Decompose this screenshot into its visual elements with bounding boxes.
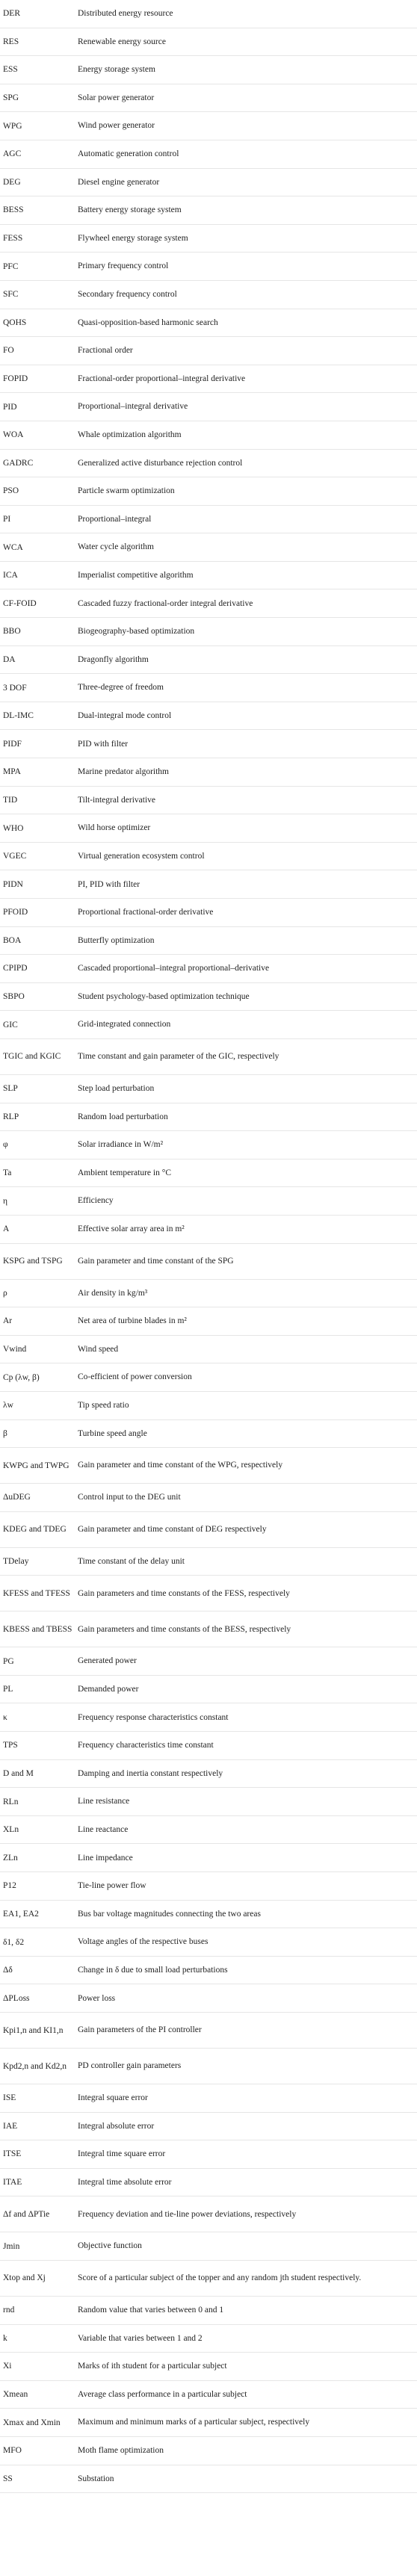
abbreviation: BOA xyxy=(3,935,22,945)
definition: Wild horse optimizer xyxy=(78,823,151,833)
nomenclature-row xyxy=(0,1647,417,1676)
nomenclature-row xyxy=(0,393,417,421)
nomenclature-row xyxy=(0,56,417,84)
nomenclature-row xyxy=(0,112,417,140)
definition: Particle swarm optimization xyxy=(78,486,175,496)
abbreviation: PID xyxy=(3,402,17,412)
nomenclature-row xyxy=(0,562,417,590)
definition: Distributed energy resource xyxy=(78,9,173,19)
definition: Turbine speed angle xyxy=(78,1428,147,1438)
abbreviation: ESS xyxy=(3,65,18,75)
abbreviation: WOA xyxy=(3,430,24,440)
abbreviation: GIC xyxy=(3,1020,18,1030)
abbreviation: SS xyxy=(3,2474,13,2483)
abbreviation: ΔuDEG xyxy=(3,1493,31,1502)
nomenclature-row xyxy=(0,2297,417,2325)
nomenclature-row xyxy=(0,843,417,871)
abbreviation: SLP xyxy=(3,1084,18,1094)
abbreviation: QOHS xyxy=(3,318,27,327)
definition: Efficiency xyxy=(78,1196,114,1206)
nomenclature-row xyxy=(0,309,417,338)
abbreviation: KSPG and TSPG xyxy=(3,1257,63,1266)
definition: Wind speed xyxy=(78,1344,119,1354)
definition: Frequency response characteristics constant xyxy=(78,1712,229,1722)
abbreviation: WHO xyxy=(3,823,24,833)
definition: PI, PID with filter xyxy=(78,879,140,889)
definition: Imperialist competitive algorithm xyxy=(78,570,194,580)
definition: Fractional order xyxy=(78,346,133,356)
nomenclature-row xyxy=(0,1244,417,1280)
nomenclature-row xyxy=(0,0,417,28)
definition: Cascaded fuzzy fractional-order integral derivative xyxy=(78,598,253,608)
nomenclature-row xyxy=(0,533,417,562)
abbreviation: DEG xyxy=(3,177,21,187)
nomenclature-row xyxy=(0,1039,417,1075)
nomenclature-row xyxy=(0,1075,417,1103)
abbreviation: Jmin xyxy=(3,2241,20,2251)
nomenclature-row xyxy=(0,983,417,1012)
definition: Air density in kg/m³ xyxy=(78,1288,148,1298)
abbreviation: BESS xyxy=(3,205,24,215)
nomenclature-row xyxy=(0,2437,417,2465)
abbreviation: Δδ xyxy=(3,1966,13,1975)
abbreviation: ρ xyxy=(3,1288,7,1298)
nomenclature-row xyxy=(0,1703,417,1732)
definition: Diesel engine generator xyxy=(78,177,160,187)
abbreviation: PFC xyxy=(3,261,19,271)
definition: Butterfly optimization xyxy=(78,935,155,945)
abbreviation: PIDF xyxy=(3,739,22,749)
abbreviation: EA1, EA2 xyxy=(3,1909,39,1919)
nomenclature-row xyxy=(0,1448,417,1484)
definition: Average class performance in a particular subject xyxy=(78,2389,247,2399)
nomenclature-row xyxy=(0,477,417,506)
abbreviation: TID xyxy=(3,795,18,805)
nomenclature-row xyxy=(0,927,417,956)
definition: Line reactance xyxy=(78,1824,129,1834)
abbreviation: ITSE xyxy=(3,2149,22,2159)
definition: Integral time absolute error xyxy=(78,2177,172,2187)
definition: Voltage angles of the respective buses xyxy=(78,1937,208,1947)
abbreviation: ΔPLoss xyxy=(3,1993,30,2003)
nomenclature-row xyxy=(0,1187,417,1216)
abbreviation: TGIC and KGIC xyxy=(3,1052,61,1062)
nomenclature-row xyxy=(0,2409,417,2437)
definition: Grid-integrated connection xyxy=(78,1020,171,1030)
definition: Three-degree of freedom xyxy=(78,683,164,693)
nomenclature-row xyxy=(0,955,417,983)
definition: Damping and inertia constant respectively xyxy=(78,1768,223,1778)
nomenclature-row xyxy=(0,365,417,394)
abbreviation: FOPID xyxy=(3,374,28,384)
definition: Line impedance xyxy=(78,1853,133,1863)
nomenclature-row xyxy=(0,1576,417,1611)
definition: Flywheel energy storage system xyxy=(78,233,188,243)
nomenclature-row xyxy=(0,2232,417,2261)
definition: Co-efficient of power conversion xyxy=(78,1372,192,1382)
nomenclature-row xyxy=(0,702,417,731)
definition: Integral time square error xyxy=(78,2149,166,2159)
nomenclature-row xyxy=(0,1611,417,1647)
abbreviation: VGEC xyxy=(3,852,27,861)
abbreviation: MFO xyxy=(3,2446,22,2456)
abbreviation: β xyxy=(3,1428,7,1438)
abbreviation: RLn xyxy=(3,1797,19,1806)
nomenclature-row xyxy=(0,2013,417,2049)
nomenclature-row xyxy=(0,28,417,57)
abbreviation: PG xyxy=(3,1656,14,1666)
abbreviation: WCA xyxy=(3,542,23,552)
abbreviation: D and M xyxy=(3,1768,34,1778)
nomenclature-row xyxy=(0,1676,417,1704)
abbreviation: rnd xyxy=(3,2306,15,2315)
definition: Time constant of the delay unit xyxy=(78,1556,185,1566)
nomenclature-row xyxy=(0,1732,417,1760)
nomenclature-row xyxy=(0,421,417,450)
abbreviation: SPG xyxy=(3,93,19,103)
nomenclature-row xyxy=(0,1484,417,1512)
abbreviation: PSO xyxy=(3,486,19,496)
definition: Student psychology-based optimization technique xyxy=(78,991,250,1001)
abbreviation: A xyxy=(3,1224,10,1234)
definition: Wind power generator xyxy=(78,121,155,131)
abbreviation: Kpi1,n and KI1,n xyxy=(3,2025,64,2035)
abbreviation: PL xyxy=(3,1685,13,1694)
definition: Battery energy storage system xyxy=(78,205,182,215)
abbreviation: XLn xyxy=(3,1825,19,1835)
abbreviation: BBO xyxy=(3,627,21,637)
abbreviation: AGC xyxy=(3,149,22,159)
abbreviation: RLP xyxy=(3,1112,19,1121)
nomenclature-row xyxy=(0,1844,417,1872)
nomenclature-row xyxy=(0,1131,417,1159)
nomenclature-row xyxy=(0,814,417,843)
abbreviation: k xyxy=(3,2333,7,2343)
definition: Gain parameters and time constants of the FESS, respectively xyxy=(78,1588,290,1598)
nomenclature-row xyxy=(0,450,417,478)
definition: Random value that varies between 0 and 1 xyxy=(78,2306,224,2315)
abbreviation: ICA xyxy=(3,571,18,580)
definition: Variable that varies between 1 and 2 xyxy=(78,2333,203,2343)
abbreviation: CPIPD xyxy=(3,964,28,973)
nomenclature-row xyxy=(0,674,417,702)
definition: Solar power generator xyxy=(78,93,155,102)
nomenclature-row xyxy=(0,169,417,197)
definition: Marine predator algorithm xyxy=(78,767,169,777)
abbreviation: TPS xyxy=(3,1741,18,1750)
definition: Solar irradiance in W/m² xyxy=(78,1140,164,1150)
nomenclature-row xyxy=(0,281,417,309)
nomenclature-row xyxy=(0,787,417,815)
nomenclature-row xyxy=(0,2325,417,2353)
nomenclature-row xyxy=(0,1363,417,1392)
abbreviation: TDelay xyxy=(3,1556,29,1566)
abbreviation: η xyxy=(3,1196,8,1206)
nomenclature-row xyxy=(0,899,417,927)
definition: Automatic generation control xyxy=(78,149,179,159)
abbreviation: GADRC xyxy=(3,458,34,468)
definition: Integral absolute error xyxy=(78,2121,155,2131)
abbreviation: λw xyxy=(3,1401,13,1411)
abbreviation: ITAE xyxy=(3,2178,22,2188)
abbreviation: Ar xyxy=(3,1316,13,1326)
nomenclature-row xyxy=(0,1512,417,1548)
nomenclature-row xyxy=(0,2140,417,2169)
definition: Change in δ due to small load perturbations xyxy=(78,1965,228,1975)
nomenclature-row xyxy=(0,1901,417,1929)
definition: Ambient temperature in °C xyxy=(78,1168,171,1177)
definition: Integral square error xyxy=(78,2093,148,2103)
nomenclature-row xyxy=(0,870,417,899)
abbreviation: DL-IMC xyxy=(3,711,34,721)
nomenclature-row xyxy=(0,1336,417,1364)
nomenclature-row xyxy=(0,1420,417,1449)
definition: Biogeography-based optimization xyxy=(78,627,195,637)
abbreviation: RES xyxy=(3,37,19,46)
definition: Demanded power xyxy=(78,1684,139,1694)
abbreviation: ZLn xyxy=(3,1853,18,1863)
definition: Bus bar voltage magnitudes connecting the two areas xyxy=(78,1909,261,1919)
abbreviation: Xi xyxy=(3,2362,12,2371)
definition: Marks of ith student for a particular subject xyxy=(78,2362,227,2371)
definition: Cascaded proportional–integral proportional–derivative xyxy=(78,964,270,973)
nomenclature-row xyxy=(0,225,417,253)
nomenclature-row xyxy=(0,2113,417,2141)
abbreviation: FESS xyxy=(3,234,23,244)
abbreviation: κ xyxy=(3,1712,7,1722)
nomenclature-row xyxy=(0,1280,417,1308)
definition: Water cycle algorithm xyxy=(78,542,154,552)
abbreviation: Δf and ΔPTie xyxy=(3,2209,50,2219)
nomenclature-row xyxy=(0,758,417,787)
nomenclature-row xyxy=(0,196,417,225)
definition: Secondary frequency control xyxy=(78,290,177,300)
nomenclature-row xyxy=(0,589,417,618)
definition: Proportional–integral xyxy=(78,514,152,524)
nomenclature-row xyxy=(0,730,417,758)
nomenclature-row xyxy=(0,1760,417,1789)
definition: PD controller gain parameters xyxy=(78,2061,182,2071)
nomenclature-row xyxy=(0,1216,417,1244)
definition: Proportional–integral derivative xyxy=(78,402,188,412)
abbreviation: PFOID xyxy=(3,908,28,917)
nomenclature-row xyxy=(0,2084,417,2113)
nomenclature-row xyxy=(0,1103,417,1132)
abbreviation: Vwind xyxy=(3,1345,27,1354)
abbreviation: Xmean xyxy=(3,2390,28,2400)
definition: Frequency deviation and tie-line power deviations, respectively xyxy=(78,2209,297,2219)
abbreviation: KBESS and TBESS xyxy=(3,1624,72,1634)
definition: Score of a particular subject of the topper and any random jth student respectively. xyxy=(78,2273,362,2283)
definition: Gain parameter and time constant of the SPG xyxy=(78,1256,234,1266)
definition: Tilt-integral derivative xyxy=(78,795,156,805)
definition: Effective solar array area in m² xyxy=(78,1224,185,1234)
nomenclature-row xyxy=(0,1159,417,1188)
definition: Gain parameter and time constant of the WPG, respectively xyxy=(78,1461,283,1470)
definition: Substation xyxy=(78,2474,114,2483)
definition: Gain parameter and time constant of DEG respectively xyxy=(78,1525,267,1534)
nomenclature-row xyxy=(0,1011,417,1039)
nomenclature-row xyxy=(0,1928,417,1957)
abbreviation: 3 DOF xyxy=(3,683,27,693)
abbreviation: KWPG and TWPG xyxy=(3,1461,70,1470)
abbreviation: CF-FOID xyxy=(3,598,37,608)
nomenclature-row xyxy=(0,253,417,281)
nomenclature-row xyxy=(0,1548,417,1576)
nomenclature-row xyxy=(0,618,417,646)
definition: Gain parameters of the PI controller xyxy=(78,2025,202,2035)
nomenclature-row xyxy=(0,506,417,534)
abbreviation: SBPO xyxy=(3,992,25,1002)
definition: Generalized active disturbance rejection control xyxy=(78,458,243,468)
nomenclature-row xyxy=(0,646,417,675)
definition: Maximum and minimum marks of a particular subject, respectively xyxy=(78,2418,310,2427)
nomenclature-row xyxy=(0,1392,417,1420)
definition: Renewable energy source xyxy=(78,37,166,46)
definition: Moth flame optimization xyxy=(78,2446,164,2456)
abbreviation: WPG xyxy=(3,121,22,131)
nomenclature-row xyxy=(0,1816,417,1845)
definition: Net area of turbine blades in m² xyxy=(78,1316,187,1326)
abbreviation: IAE xyxy=(3,2121,18,2131)
nomenclature-row xyxy=(0,1788,417,1816)
abbreviation: δ1, δ2 xyxy=(3,1937,25,1947)
definition: Tie-line power flow xyxy=(78,1881,146,1891)
nomenclature-row xyxy=(0,140,417,169)
abbreviation: P12 xyxy=(3,1881,16,1891)
abbreviation: SFC xyxy=(3,290,19,300)
definition: Step load perturbation xyxy=(78,1084,155,1094)
nomenclature-row xyxy=(0,1307,417,1336)
abbreviation: Xtop and Xj xyxy=(3,2273,46,2283)
definition: Fractional-order proportional–integral derivative xyxy=(78,374,246,383)
definition: Proportional fractional-order derivative xyxy=(78,908,214,917)
nomenclature-row xyxy=(0,2381,417,2409)
definition: Random load perturbation xyxy=(78,1112,168,1121)
nomenclature-row xyxy=(0,84,417,113)
abbreviation: Kpd2,n and Kd2,n xyxy=(3,2061,67,2071)
abbreviation: Cp (λw, β) xyxy=(3,1372,40,1382)
abbreviation: KFESS and TFESS xyxy=(3,1588,70,1598)
abbreviation: φ xyxy=(3,1140,8,1150)
definition: Tip speed ratio xyxy=(78,1401,129,1411)
definition: Quasi-opposition-based harmonic search xyxy=(78,318,218,327)
abbreviation: FO xyxy=(3,346,14,356)
definition: PID with filter xyxy=(78,739,129,749)
definition: Generated power xyxy=(78,1656,137,1666)
definition: Time constant and gain parameter of the GIC, respectively xyxy=(78,1052,279,1062)
nomenclature-row xyxy=(0,337,417,365)
definition: Power loss xyxy=(78,1993,116,2003)
definition: Line resistance xyxy=(78,1797,130,1806)
nomenclature-row xyxy=(0,1957,417,1985)
definition: Dragonfly algorithm xyxy=(78,654,149,664)
definition: Whale optimization algorithm xyxy=(78,430,182,440)
definition: Energy storage system xyxy=(78,65,155,75)
abbreviation: MPA xyxy=(3,767,21,777)
nomenclature-row xyxy=(0,1984,417,2013)
definition: Gain parameters and time constants of the BESS, respectively xyxy=(78,1624,291,1634)
definition: Objective function xyxy=(78,2241,142,2251)
nomenclature-row xyxy=(0,2196,417,2232)
definition: Dual-integral mode control xyxy=(78,710,172,720)
abbreviation: Xmax and Xmin xyxy=(3,2418,61,2427)
nomenclature-row xyxy=(0,2353,417,2381)
definition: Virtual generation ecosystem control xyxy=(78,851,205,861)
nomenclature-row xyxy=(0,2169,417,2197)
definition: Control input to the DEG unit xyxy=(78,1493,181,1502)
nomenclature-row xyxy=(0,2261,417,2297)
abbreviation: DA xyxy=(3,654,16,664)
abbreviation: PIDN xyxy=(3,879,23,889)
definition: Primary frequency control xyxy=(78,261,169,271)
abbreviation: DER xyxy=(3,9,20,19)
nomenclature-row xyxy=(0,2049,417,2084)
definition: Frequency characteristics time constant xyxy=(78,1741,214,1750)
nomenclature-row xyxy=(0,2465,417,2494)
abbreviation: ISE xyxy=(3,2093,16,2103)
nomenclature-row xyxy=(0,1872,417,1901)
abbreviation: KDEG and TDEG xyxy=(3,1525,67,1535)
abbreviation: PI xyxy=(3,514,11,524)
abbreviation: Ta xyxy=(3,1168,12,1178)
